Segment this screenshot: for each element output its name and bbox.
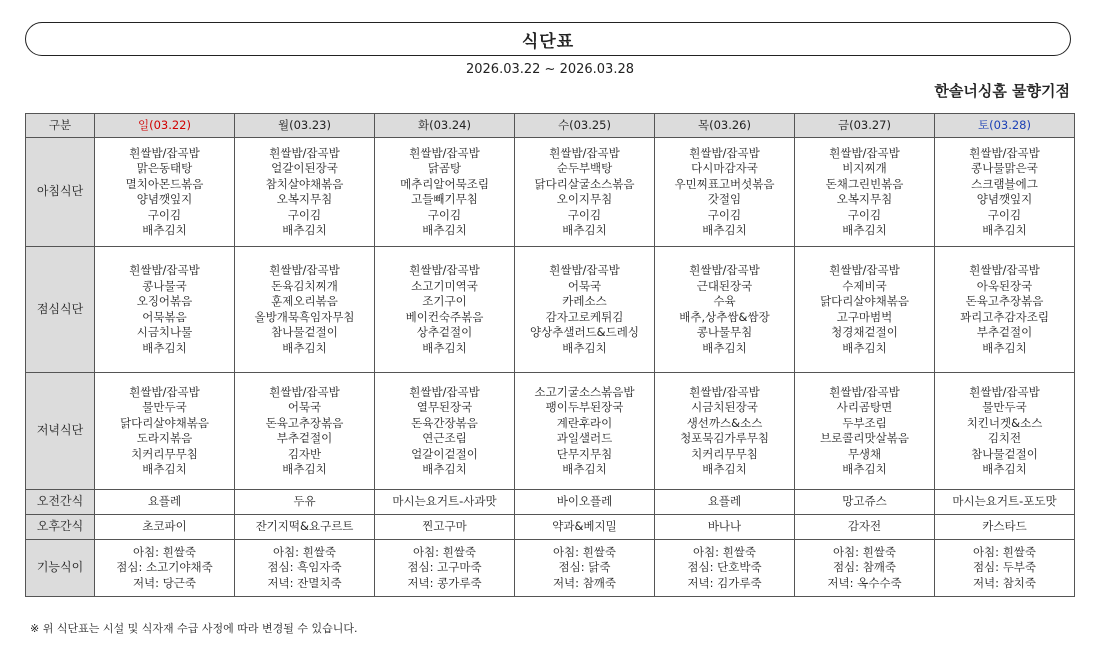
menu-table bbox=[25, 113, 1075, 597]
morning-snack-row-label: 오전간식 bbox=[26, 490, 95, 515]
menu-item: 청경채겉절이 bbox=[831, 325, 898, 339]
menu-item: 흰쌀밥/잡곡밥 bbox=[409, 145, 480, 160]
breakfast-cell bbox=[375, 138, 515, 247]
menu-item: 점심: 고구마죽 bbox=[407, 560, 482, 575]
menu-item: 배추김치 bbox=[282, 462, 327, 476]
menu-item: 감자고로케튀김 bbox=[545, 309, 624, 324]
menu-item: 계란후라이 bbox=[556, 415, 613, 430]
menu-item: 돈육간장볶음 bbox=[411, 415, 478, 430]
menu-item: 흰쌀밥/잡곡밥 bbox=[409, 263, 480, 277]
menu-item: 흰쌀밥/잡곡밥 bbox=[689, 145, 760, 160]
menu-item: 저녁: 참깨죽 bbox=[552, 575, 617, 590]
menu-item: 점심: 두부죽 bbox=[972, 560, 1037, 575]
menu-item: 시금치나물 bbox=[136, 325, 193, 339]
menu-item: 배추김치 bbox=[982, 340, 1027, 355]
menu-item: 부추겉절이 bbox=[976, 325, 1033, 339]
menu-item: 참나물겉절이 bbox=[971, 446, 1038, 461]
afternoon-snack-row-label: 오후간식 bbox=[26, 515, 95, 540]
menu-item: 점심: 단호박죽 bbox=[687, 560, 762, 575]
menu-item: 구이김 bbox=[847, 207, 882, 222]
menu-item: 배추김치 bbox=[982, 223, 1027, 237]
menu-item: 물만두국 bbox=[142, 400, 187, 414]
menu-item: 저녁: 참치죽 bbox=[972, 575, 1037, 590]
menu-item: 흰쌀밥/잡곡밥 bbox=[689, 263, 760, 277]
day-header-row bbox=[26, 114, 1075, 138]
lunch-row bbox=[26, 247, 1075, 373]
menu-item: 순두부백탕 bbox=[556, 161, 613, 175]
menu-item: 돈육고추장볶음 bbox=[965, 294, 1044, 308]
menu-item: 저녁: 콩가루죽 bbox=[407, 575, 482, 590]
dinner-cell bbox=[655, 373, 795, 490]
menu-item: 흰쌀밥/잡곡밥 bbox=[969, 263, 1040, 277]
menu-item: 과일샐러드 bbox=[556, 431, 613, 445]
menu-item: 시금치된장국 bbox=[691, 400, 758, 414]
menu-item: 아욱된장국 bbox=[976, 278, 1033, 293]
menu-item: 배추김치 bbox=[422, 223, 467, 237]
menu-item: 브로콜리맛살볶음 bbox=[820, 431, 909, 445]
morning-snack-cell: 요플레 bbox=[95, 490, 235, 515]
menu-item: 아침: 흰쌀죽 bbox=[412, 544, 477, 559]
menu-item: 배추김치 bbox=[142, 340, 187, 355]
menu-item: 닭다리살야채볶음 bbox=[120, 415, 209, 430]
menu-item: 저녁: 옥수수죽 bbox=[827, 575, 902, 590]
dinner-row bbox=[26, 373, 1075, 490]
dinner-cell bbox=[935, 373, 1075, 490]
menu-item: 흰쌀밥/잡곡밥 bbox=[829, 384, 900, 399]
functional-diet-cell bbox=[935, 540, 1075, 597]
day-header-wed: 수(03.25) bbox=[515, 114, 655, 138]
menu-item: 구이김 bbox=[427, 207, 462, 222]
menu-item: 흰쌀밥/잡곡밥 bbox=[269, 145, 340, 160]
menu-item: 저녁: 당근죽 bbox=[132, 575, 197, 590]
menu-item: 흰쌀밥/잡곡밥 bbox=[129, 384, 200, 399]
menu-item: 구이김 bbox=[287, 207, 322, 222]
day-header-sat: 토(03.28) bbox=[935, 114, 1075, 138]
menu-item: 배추김치 bbox=[142, 223, 187, 237]
menu-item: 수육 bbox=[713, 294, 736, 308]
day-header-sun: 일(03.22) bbox=[95, 114, 235, 138]
menu-item: 어묵볶음 bbox=[142, 309, 187, 324]
menu-item: 배추김치 bbox=[842, 462, 887, 476]
menu-item: 콩나물국 bbox=[142, 278, 187, 293]
menu-item: 배추김치 bbox=[562, 223, 607, 237]
menu-item: 얼갈이겉절이 bbox=[411, 446, 478, 461]
menu-item: 흰쌀밥/잡곡밥 bbox=[969, 384, 1040, 399]
menu-item: 훈제오리볶음 bbox=[271, 294, 338, 308]
menu-item: 참나물겉절이 bbox=[271, 325, 338, 339]
menu-item: 소고기미역국 bbox=[411, 278, 478, 293]
lunch-cell bbox=[375, 247, 515, 373]
menu-item: 치킨너겟&소스 bbox=[966, 415, 1043, 430]
menu-item: 오복지무침 bbox=[836, 192, 893, 206]
menu-item: 돈육고추장볶음 bbox=[265, 415, 344, 430]
footer-note: ※ 위 식단표는 시설 및 식자재 수급 사정에 따라 변경될 수 있습니다. bbox=[30, 622, 358, 635]
menu-item: 점심: 흑임자죽 bbox=[267, 560, 342, 575]
morning-snack-cell: 마시는요거트-사과맛 bbox=[375, 490, 515, 515]
menu-item: 연근조림 bbox=[422, 431, 467, 445]
afternoon-snack-row bbox=[26, 515, 1075, 540]
menu-item: 배추김치 bbox=[562, 462, 607, 476]
menu-item: 양념깻잎지 bbox=[136, 192, 193, 206]
breakfast-cell bbox=[515, 138, 655, 247]
breakfast-row-label: 아침식단 bbox=[26, 138, 95, 247]
functional-diet-cell bbox=[515, 540, 655, 597]
functional-diet-cell bbox=[655, 540, 795, 597]
menu-item: 사리곰탕면 bbox=[836, 400, 893, 414]
menu-item: 고구마범벅 bbox=[836, 309, 893, 324]
menu-item: 돈육김치찌개 bbox=[271, 278, 338, 293]
lunch-cell bbox=[655, 247, 795, 373]
menu-item: 소고기굴소스볶음밥 bbox=[534, 384, 635, 399]
menu-item: 두부조림 bbox=[842, 415, 887, 430]
date-range: 2026.03.22 ~ 2026.03.28 bbox=[465, 62, 635, 77]
menu-item: 갓절임 bbox=[707, 192, 742, 206]
menu-item: 아침: 흰쌀죽 bbox=[972, 544, 1037, 559]
menu-item: 얼갈이된장국 bbox=[271, 161, 338, 175]
menu-item: 올방개묵흑임자무침 bbox=[254, 309, 355, 324]
menu-item: 배추김치 bbox=[142, 462, 187, 476]
functional-diet-row bbox=[26, 540, 1075, 597]
lunch-cell bbox=[95, 247, 235, 373]
menu-item: 흰쌀밥/잡곡밥 bbox=[829, 145, 900, 160]
menu-item: 치커리무무침 bbox=[691, 446, 758, 461]
day-header-tue: 화(03.24) bbox=[375, 114, 515, 138]
menu-item: 멸치아몬드볶음 bbox=[125, 176, 204, 191]
menu-item: 저녁: 김가루죽 bbox=[687, 575, 762, 590]
morning-snack-row bbox=[26, 490, 1075, 515]
menu-item: 배추김치 bbox=[702, 340, 747, 355]
menu-item: 흰쌀밥/잡곡밥 bbox=[129, 145, 200, 160]
afternoon-snack-cell: 감자전 bbox=[795, 515, 935, 540]
menu-item: 맑은동태탕 bbox=[136, 161, 193, 175]
functional-diet-cell bbox=[95, 540, 235, 597]
afternoon-snack-cell: 바나나 bbox=[655, 515, 795, 540]
dinner-cell bbox=[95, 373, 235, 490]
menu-item: 흰쌀밥/잡곡밥 bbox=[549, 263, 620, 277]
morning-snack-cell: 마시는요거트-포도맛 bbox=[935, 490, 1075, 515]
menu-item: 배추김치 bbox=[282, 340, 327, 355]
menu-item: 아침: 흰쌀죽 bbox=[272, 544, 337, 559]
menu-item: 비지찌개 bbox=[842, 161, 887, 175]
menu-item: 근대된장국 bbox=[696, 278, 753, 293]
afternoon-snack-cell: 카스타드 bbox=[935, 515, 1075, 540]
menu-item: 점심: 소고기야채죽 bbox=[116, 560, 213, 575]
menu-item: 김자반 bbox=[287, 446, 322, 461]
menu-item: 팽이두부된장국 bbox=[545, 400, 624, 414]
menu-item: 흰쌀밥/잡곡밥 bbox=[409, 384, 480, 399]
menu-item: 도라지볶음 bbox=[136, 431, 193, 445]
menu-item: 우민찌표고버섯볶음 bbox=[674, 176, 775, 191]
menu-item: 어묵국 bbox=[567, 278, 602, 293]
menu-item: 아침: 흰쌀죽 bbox=[132, 544, 197, 559]
morning-snack-cell: 두유 bbox=[235, 490, 375, 515]
afternoon-snack-cell: 약과&베지밀 bbox=[515, 515, 655, 540]
menu-item: 흰쌀밥/잡곡밥 bbox=[129, 263, 200, 277]
menu-item: 배추김치 bbox=[562, 340, 607, 355]
menu-item: 배추김치 bbox=[702, 462, 747, 476]
menu-item: 카레소스 bbox=[562, 294, 607, 308]
menu-item: 콩나물무침 bbox=[696, 325, 753, 339]
morning-snack-cell: 망고쥬스 bbox=[795, 490, 935, 515]
menu-item: 무생채 bbox=[847, 446, 882, 461]
menu-item: 점심: 참깨죽 bbox=[832, 560, 897, 575]
breakfast-cell bbox=[95, 138, 235, 247]
menu-item: 꽈리고추감자조림 bbox=[960, 309, 1049, 324]
menu-item: 흰쌀밥/잡곡밥 bbox=[689, 384, 760, 399]
menu-item: 단무지무침 bbox=[556, 446, 613, 461]
menu-item: 배추김치 bbox=[422, 462, 467, 476]
menu-item: 양념깻잎지 bbox=[976, 192, 1033, 206]
menu-item: 흰쌀밥/잡곡밥 bbox=[549, 145, 620, 160]
menu-item: 배추,상추쌈&쌈장 bbox=[679, 309, 770, 324]
menu-item: 양상추샐러드&드레싱 bbox=[530, 325, 639, 339]
menu-item: 고들빼기무침 bbox=[411, 192, 478, 206]
menu-item: 닭다리살야채볶음 bbox=[820, 294, 909, 308]
title-banner bbox=[25, 22, 1071, 56]
day-header-mon: 월(03.23) bbox=[235, 114, 375, 138]
menu-item: 배추김치 bbox=[982, 462, 1027, 476]
functional-diet-cell bbox=[795, 540, 935, 597]
menu-item: 흰쌀밥/잡곡밥 bbox=[829, 263, 900, 277]
menu-item: 아침: 흰쌀죽 bbox=[832, 544, 897, 559]
menu-item: 구이김 bbox=[147, 207, 182, 222]
menu-item: 부추겉절이 bbox=[276, 431, 333, 445]
facility-name: 한솔너싱홈 물향기점 bbox=[934, 82, 1070, 100]
morning-snack-cell: 바이오플레 bbox=[515, 490, 655, 515]
lunch-cell bbox=[935, 247, 1075, 373]
menu-item: 참치살야채볶음 bbox=[265, 176, 344, 191]
menu-item: 오징어볶음 bbox=[136, 294, 193, 308]
lunch-cell bbox=[515, 247, 655, 373]
menu-item: 메추리알어묵조림 bbox=[400, 176, 489, 191]
menu-item: 배추김치 bbox=[422, 340, 467, 355]
menu-item: 콩나물맑은국 bbox=[971, 161, 1038, 175]
menu-item: 상추겉절이 bbox=[416, 325, 473, 339]
afternoon-snack-cell: 찐고구마 bbox=[375, 515, 515, 540]
breakfast-cell bbox=[795, 138, 935, 247]
dinner-cell bbox=[515, 373, 655, 490]
corner-header: 구분 bbox=[26, 114, 95, 138]
menu-item: 점심: 닭죽 bbox=[558, 560, 611, 575]
menu-item: 저녁: 잔멸치죽 bbox=[267, 575, 342, 590]
page-title: 식단표 bbox=[521, 31, 575, 52]
menu-item: 스크램블에그 bbox=[971, 176, 1038, 191]
menu-item: 배추김치 bbox=[842, 223, 887, 237]
menu-item: 닭곰탕 bbox=[427, 161, 462, 175]
menu-item: 열무된장국 bbox=[416, 400, 473, 414]
menu-item: 흰쌀밥/잡곡밥 bbox=[969, 145, 1040, 160]
menu-item: 수제비국 bbox=[842, 278, 887, 293]
dinner-cell bbox=[235, 373, 375, 490]
menu-item: 흰쌀밥/잡곡밥 bbox=[269, 384, 340, 399]
menu-item: 조기구이 bbox=[422, 294, 467, 308]
breakfast-cell bbox=[655, 138, 795, 247]
dinner-row-label: 저녁식단 bbox=[26, 373, 95, 490]
menu-item: 배추김치 bbox=[702, 223, 747, 237]
day-header-thu: 목(03.26) bbox=[655, 114, 795, 138]
menu-item: 치커리무무침 bbox=[131, 446, 198, 461]
menu-item: 구이김 bbox=[707, 207, 742, 222]
menu-item: 다시마감자국 bbox=[691, 161, 758, 175]
menu-item: 돈채그린빈볶음 bbox=[825, 176, 904, 191]
functional-diet-row-label: 기능식이 bbox=[26, 540, 95, 597]
morning-snack-cell: 요플레 bbox=[655, 490, 795, 515]
menu-item: 구이김 bbox=[987, 207, 1022, 222]
dinner-cell bbox=[375, 373, 515, 490]
menu-item: 아침: 흰쌀죽 bbox=[692, 544, 757, 559]
menu-item: 오이지무침 bbox=[556, 192, 613, 206]
lunch-cell bbox=[235, 247, 375, 373]
functional-diet-cell bbox=[235, 540, 375, 597]
menu-item: 청포묵김가루무침 bbox=[680, 431, 769, 445]
menu-item: 물만두국 bbox=[982, 400, 1027, 414]
lunch-cell bbox=[795, 247, 935, 373]
menu-item: 배추김치 bbox=[282, 223, 327, 237]
afternoon-snack-cell: 잔기지떡&요구르트 bbox=[235, 515, 375, 540]
menu-item: 흰쌀밥/잡곡밥 bbox=[269, 263, 340, 277]
breakfast-cell bbox=[235, 138, 375, 247]
menu-item: 닭다리살굴소스볶음 bbox=[534, 176, 635, 191]
menu-item: 어묵국 bbox=[287, 400, 322, 414]
breakfast-cell bbox=[935, 138, 1075, 247]
menu-item: 오복지무침 bbox=[276, 192, 333, 206]
day-header-fri: 금(03.27) bbox=[795, 114, 935, 138]
menu-item: 생선까스&소스 bbox=[686, 415, 763, 430]
menu-item: 배추김치 bbox=[842, 340, 887, 355]
menu-item: 베이컨숙주볶음 bbox=[405, 309, 484, 324]
functional-diet-cell bbox=[375, 540, 515, 597]
lunch-row-label: 점심식단 bbox=[26, 247, 95, 373]
menu-item: 김치전 bbox=[987, 431, 1022, 445]
menu-item: 아침: 흰쌀죽 bbox=[552, 544, 617, 559]
breakfast-row bbox=[26, 138, 1075, 247]
afternoon-snack-cell: 초코파이 bbox=[95, 515, 235, 540]
menu-item: 구이김 bbox=[567, 207, 602, 222]
dinner-cell bbox=[795, 373, 935, 490]
